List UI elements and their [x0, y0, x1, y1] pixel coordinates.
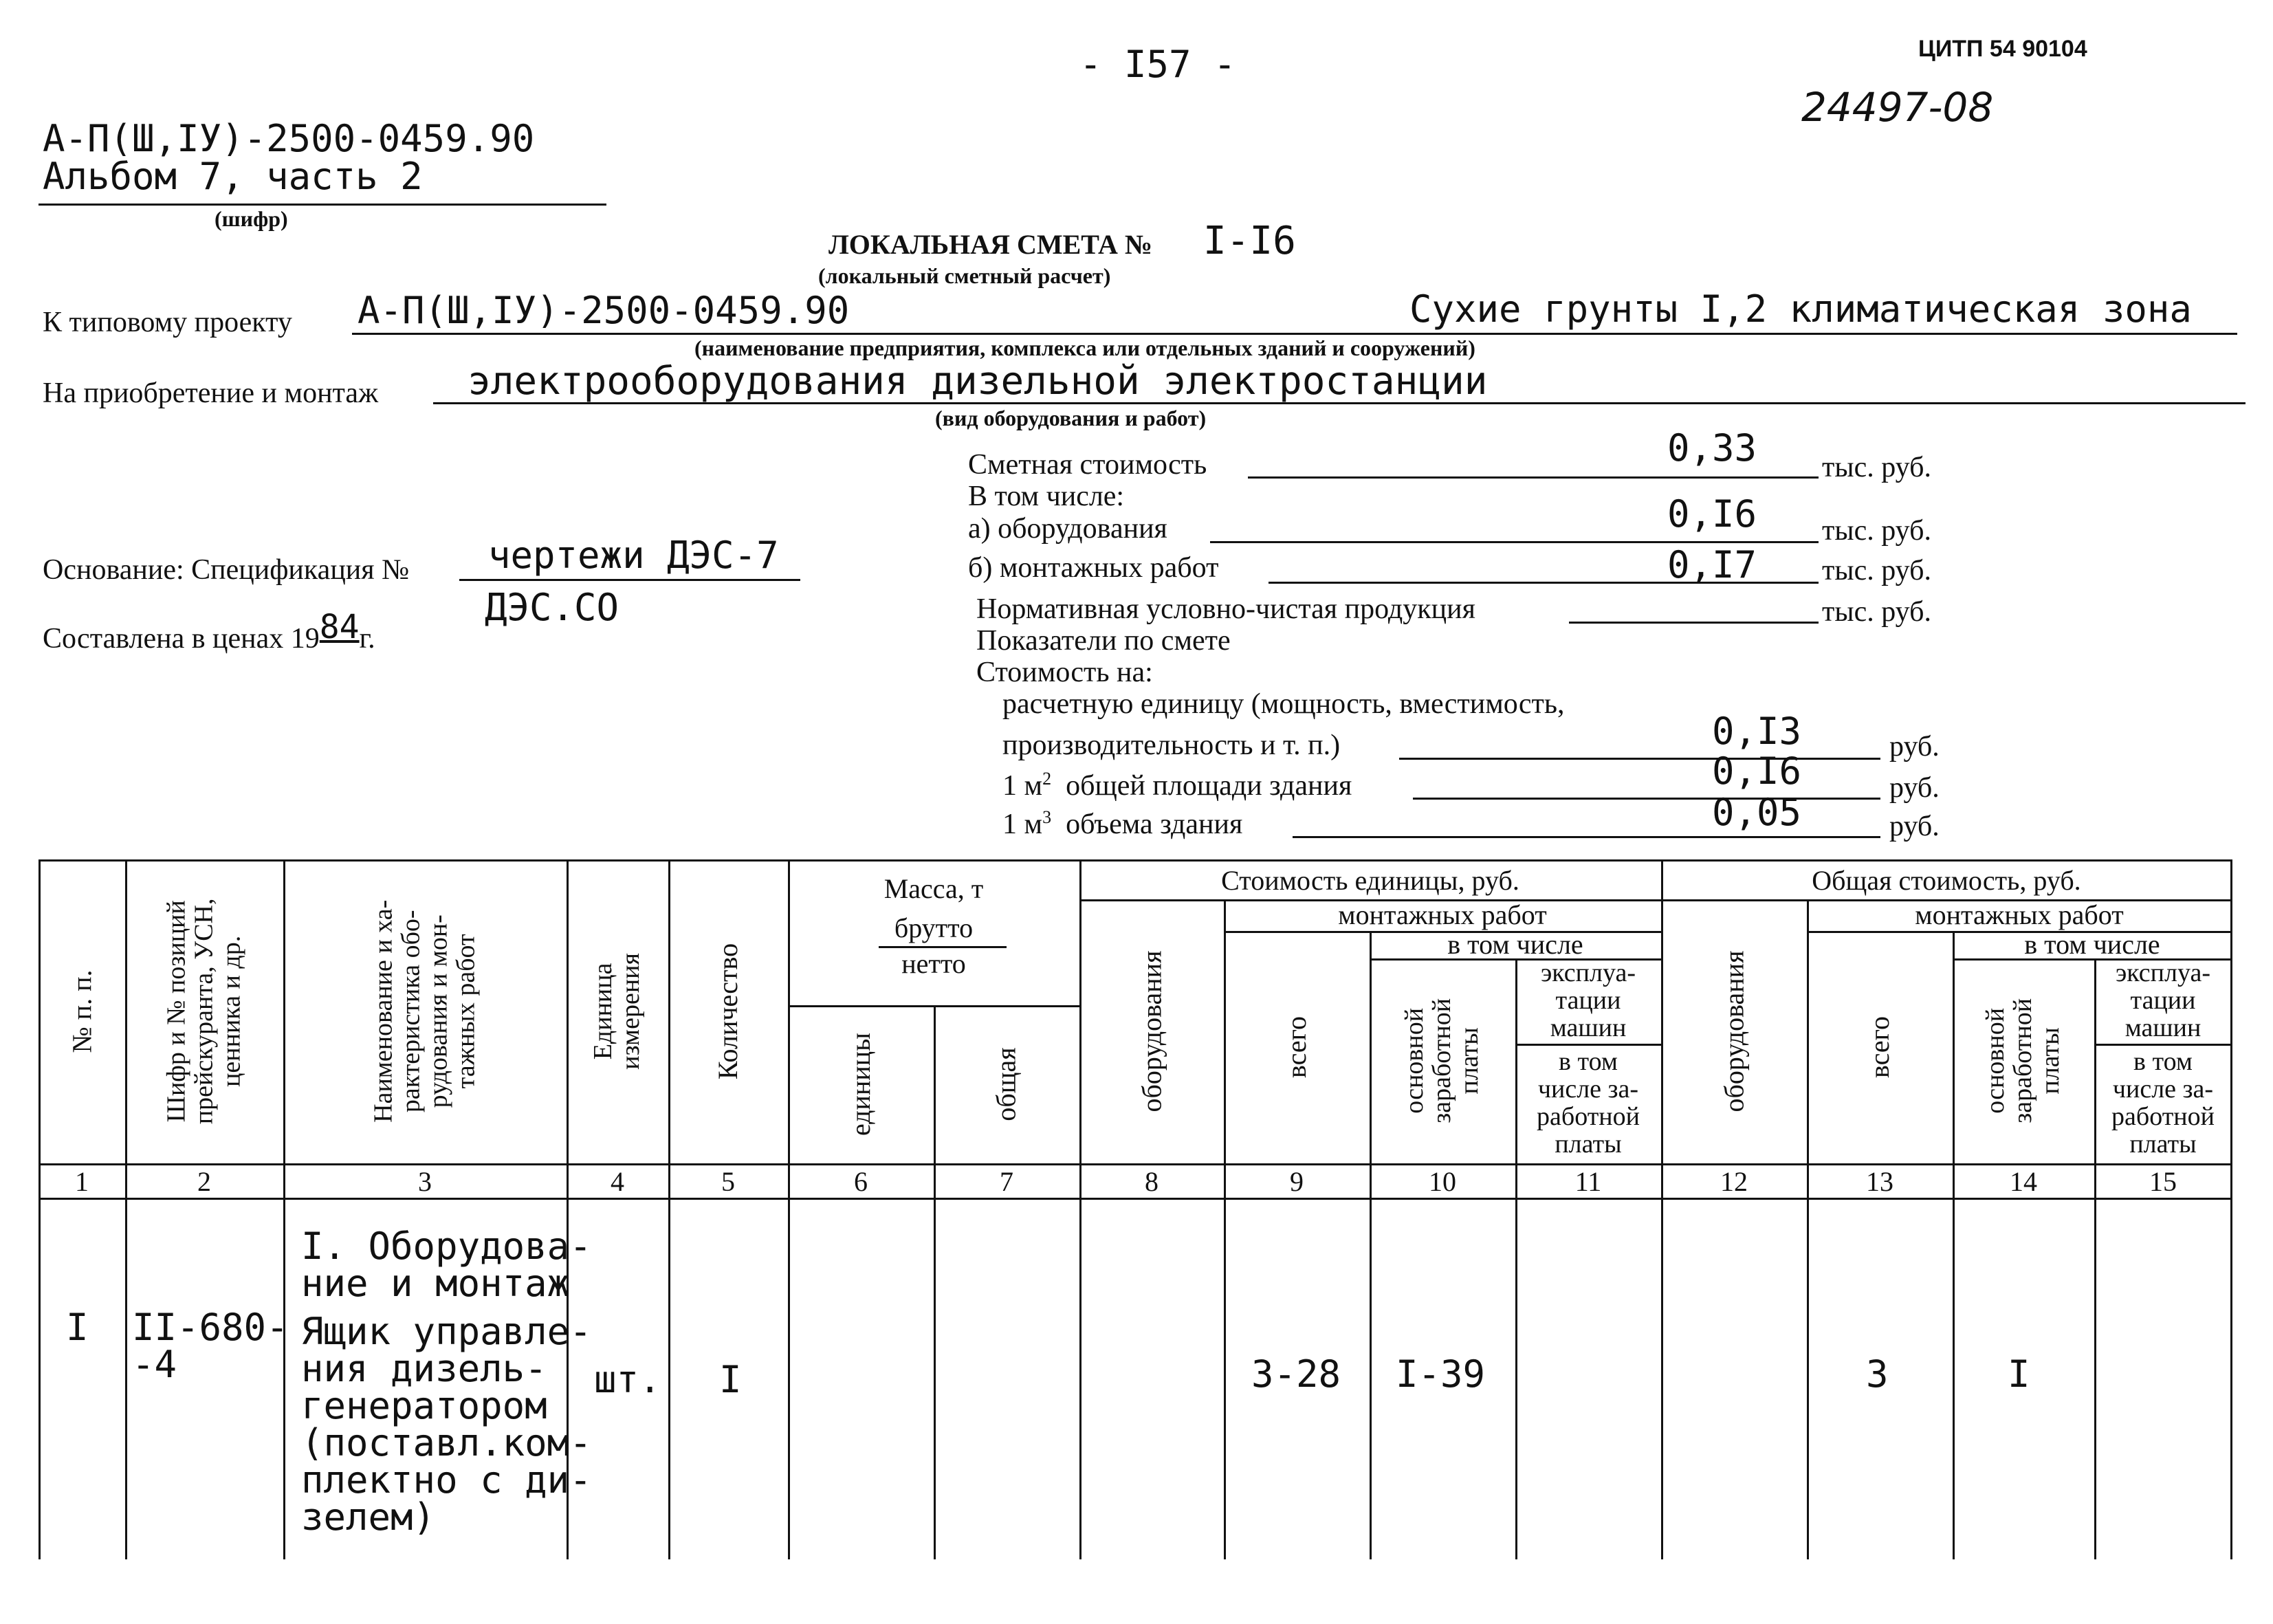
- col-number: 11: [1574, 1165, 1602, 1197]
- estimated-cost-label: Сметная стоимость: [968, 449, 1207, 481]
- calc-unit-label-2: производительность и т. п.): [1002, 729, 1341, 761]
- row-unit: шт.: [594, 1358, 661, 1401]
- section-title: I. Оборудова- ние и монтаж: [301, 1225, 592, 1305]
- estimate-number: I-I6: [1203, 219, 1296, 263]
- header-total-install-total: всего: [1864, 1016, 1895, 1079]
- col-number: 2: [197, 1165, 211, 1197]
- col-number: 13: [1866, 1165, 1893, 1197]
- purchase-caption: (вид оборудования и работ): [935, 406, 1207, 430]
- col-number: 9: [1290, 1165, 1304, 1197]
- basis-label: Основание: Спецификация №: [43, 554, 410, 586]
- project-value: А-П(Ш,IУ)-2500-0459.90: [358, 289, 850, 332]
- estimate-subtitle: (локальный сметный расчет): [818, 263, 1111, 288]
- col-number: 5: [721, 1165, 735, 1197]
- cost-on-label: Стоимость на:: [976, 657, 1153, 688]
- estimated-cost-underline: [1248, 476, 1819, 479]
- header-mass-unit: единицы: [844, 1032, 876, 1137]
- volume-value: 0,05: [1712, 791, 1802, 834]
- volume-unit: руб.: [1889, 811, 1940, 842]
- header-unit-including: в том числе: [1447, 929, 1583, 960]
- col-number: 4: [611, 1165, 624, 1197]
- header-unit-cost: Стоимость единицы, руб.: [1221, 865, 1519, 896]
- row-qty: I: [719, 1358, 742, 1401]
- prices-year: 84: [319, 608, 360, 646]
- header-name: Наименование и ха- рактеристика обо- рудования и мон- тажных работ: [369, 899, 480, 1123]
- equipment-cost-label: а) оборудования: [968, 513, 1167, 545]
- stamp-code: ЦИТП 54 90104: [1918, 36, 2087, 62]
- column-numbers-bottom-line: [39, 1198, 2232, 1200]
- purchase-value: электрооборудования дизельной электростанции: [468, 359, 1488, 404]
- estimated-cost-unit: тыс. руб.: [1822, 452, 1931, 483]
- header-mass-gross: брутто: [894, 912, 974, 943]
- calc-unit-unit: руб.: [1889, 731, 1940, 762]
- basis-value-2: ДЭС.СО: [485, 586, 619, 629]
- volume-label-prefix: 1 м: [1002, 809, 1043, 840]
- calc-unit-underline: [1399, 758, 1880, 760]
- header-total-equipment: оборудования: [1718, 950, 1750, 1112]
- prices-label-b: г.: [359, 623, 375, 655]
- header-mass: Масса, т: [883, 873, 984, 904]
- area-label-text: общей площади здания: [1066, 770, 1352, 802]
- project-caption: (наименование предприятия, комплекса или отдельных зданий и сооружений): [694, 336, 1475, 360]
- calc-unit-label-1: расчетную единицу (мощность, вместимость,: [1002, 688, 1565, 720]
- header-unit: Единица измерения: [589, 953, 645, 1070]
- page-number: - I57 -: [1079, 43, 1236, 86]
- row-num: I: [66, 1306, 89, 1349]
- estimate-title: ЛОКАЛЬНАЯ СМЕТА №: [828, 229, 1153, 260]
- cipher-underline: [39, 204, 606, 206]
- installation-cost-unit: тыс. руб.: [1822, 555, 1931, 586]
- header-total-cost: Общая стоимость, руб.: [1812, 865, 2081, 896]
- volume-label: [1002, 807, 1242, 841]
- area-label: [1002, 769, 1352, 802]
- col-number: 7: [1000, 1165, 1013, 1197]
- basis-underline: [459, 579, 800, 581]
- installation-cost-value: 0,I7: [1667, 543, 1757, 586]
- estimate-table: [39, 859, 2232, 1559]
- calc-unit-value: 0,I3: [1712, 710, 1802, 753]
- col-number: 1: [75, 1165, 89, 1197]
- cipher-line-1: А-П(Ш,IУ)-2500-0459.90: [43, 117, 535, 160]
- cipher-caption: (шифр): [215, 206, 288, 231]
- area-value: 0,I6: [1712, 749, 1802, 793]
- area-label-sup: 2: [1042, 769, 1052, 789]
- header-total-machine: эксплуа- тации машин: [2115, 958, 2210, 1042]
- header-unit-equipment: оборудования: [1136, 950, 1167, 1112]
- header-unit-base-wage: основной заработной платы: [1400, 998, 1484, 1123]
- including-label: В том числе:: [968, 481, 1125, 512]
- handwritten-number: 24497-08: [1801, 84, 1994, 131]
- header-unit-incl-wage: в том числе за- работной платы: [1537, 1047, 1640, 1159]
- header-code: Шифр и № позиций прейскуранта, УСН, ценника и др.: [162, 898, 245, 1125]
- col-number: 3: [418, 1165, 432, 1197]
- header-total-incl-wage: в том числе за- работной платы: [2111, 1047, 2215, 1159]
- header-unit-install-total: всего: [1281, 1016, 1312, 1079]
- area-label-prefix: 1 м: [1002, 770, 1043, 802]
- col-number: 8: [1145, 1165, 1159, 1197]
- row-total-base-wage: I: [2008, 1352, 2030, 1396]
- installation-cost-label: б) монтажных работ: [968, 552, 1219, 584]
- header-num: № п. п.: [65, 969, 97, 1053]
- header-total-install: монтажных работ: [1915, 899, 2124, 930]
- header-total-base-wage: основной заработной платы: [1981, 998, 2065, 1123]
- col-number: 10: [1429, 1165, 1456, 1197]
- area-unit: руб.: [1889, 772, 1940, 804]
- equipment-cost-value: 0,I6: [1667, 492, 1757, 536]
- header-total-including: в том числе: [2024, 929, 2160, 960]
- project-conditions: Сухие грунты I,2 климатическая зона: [1409, 287, 2192, 331]
- header-unit-install: монтажных работ: [1338, 899, 1547, 930]
- volume-label-sup: 3: [1042, 807, 1052, 827]
- header-mass-total: общая: [991, 1047, 1022, 1121]
- row-unit-base-wage: I-39: [1396, 1352, 1486, 1396]
- col-number: 6: [854, 1165, 868, 1197]
- col-number: 15: [2149, 1165, 2177, 1197]
- header-qty: Количество: [712, 943, 743, 1080]
- normative-underline: [1569, 622, 1819, 624]
- prices-label: [43, 608, 375, 656]
- project-underline: [352, 333, 2237, 335]
- row-code: II-680- -4: [132, 1306, 289, 1386]
- volume-label-text: объема здания: [1066, 809, 1243, 840]
- header-unit-machine: эксплуа- тации машин: [1540, 958, 1636, 1042]
- col-number: 12: [1720, 1165, 1748, 1197]
- normative-unit: тыс. руб.: [1822, 596, 1931, 628]
- equipment-cost-unit: тыс. руб.: [1822, 515, 1931, 547]
- prices-label-a: Составлена в ценах 19: [43, 623, 320, 655]
- row-name: Ящик управле- ния дизель- генератором (поставл.ком- плектно с ди- зелем): [301, 1310, 592, 1539]
- estimated-cost-value: 0,33: [1667, 426, 1757, 470]
- indicators-label: Показатели по смете: [976, 625, 1231, 657]
- project-label: К типовому проекту: [43, 307, 292, 338]
- row-total-install: 3: [1866, 1352, 1889, 1396]
- normative-label: Нормативная условно-чистая продукция: [976, 593, 1475, 625]
- col-number: 14: [2010, 1165, 2037, 1197]
- purchase-label: На приобретение и монтаж: [43, 377, 379, 409]
- row-unit-install-total: 3-28: [1251, 1352, 1341, 1396]
- header-mass-net: нетто: [901, 948, 966, 979]
- purchase-underline: [433, 402, 2245, 404]
- area-underline: [1413, 798, 1880, 800]
- basis-value-1: чертежи ДЭС-7: [488, 534, 779, 577]
- cipher-line-2: Альбом 7, часть 2: [43, 155, 423, 198]
- volume-underline: [1293, 836, 1880, 838]
